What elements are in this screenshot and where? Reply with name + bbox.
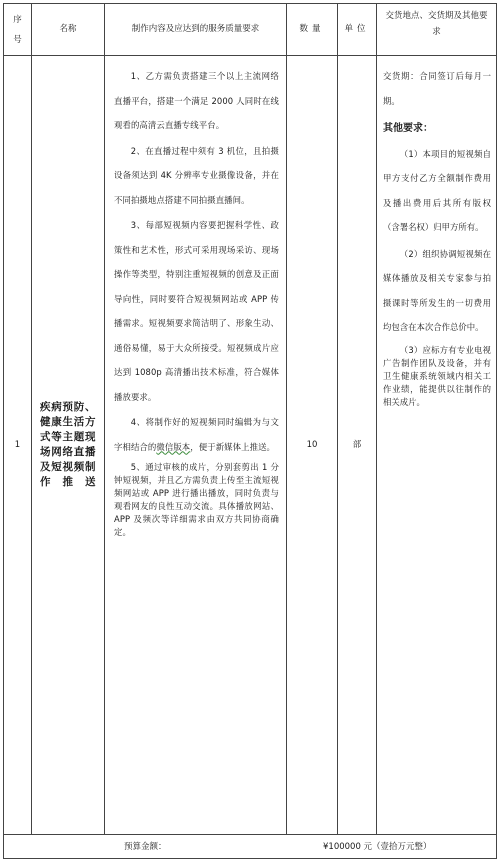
budget-value: ¥100000 元（壹拾万元整） [323,841,432,852]
header-quantity: 数量 [299,24,325,34]
header-content: 制作内容及应达到的服务质量要求 [131,24,260,34]
content-item-1: 1、乙方需负责搭建三个以上主流网络直播平台，搭建一个满足 2000 人同时在线观看的高清云直播专线平台。 [114,71,279,130]
delivery-period: 交货期：合同签订后每月一期。 [383,71,491,106]
row-quantity: 10 [306,439,318,450]
row-unit: 部 [352,439,362,450]
content-item-2: 2、在直播过程中须有 3 机位，且拍摄设备须达到 4K 分辨率专业摄像设备，并在不同拍摄地点搭建不同拍摄直播间。 [114,145,279,205]
requirement-2: （2）组织协调短视频在媒体播放及相关专家参与拍摄课时等所发生的一切费用均包含在本次合作总价中。 [383,248,491,332]
row-seq: 1 [14,439,21,450]
header-unit: 单位 [344,24,370,34]
content-item-5: 5、通过审核的成片，分别套剪出 1 分钟短视频，并且乙方需负责上传至主流短视频网站或 APP 进行播出播放，同时负责与观看网友的良性互动交流。具体播放网站、APP 及频次等详细需求由双方共同协商确定。 [114,462,279,537]
requirement-1: （1）本项目的短视频自甲方支付乙方全额制作费用及播出费用后其所有版权（含署名权）归甲方所有。 [383,148,491,232]
row-name: 疾病预防、健康生活方式等主题现场网络直播及短视频制作推送 [40,401,96,488]
requirement-3: （3）应标方有专业电视广告制作团队及设备，并有卫生健康系统领域内相关工作业绩，能提供以往制作的相关成片。 [383,344,491,407]
header-name: 名称 [59,24,77,34]
other-requirements-title: 其他要求： [383,123,433,134]
content-item-3: 3、每部短视频内容要把握科学性、政策性和艺术性，形式可采用现场采访、现场操作等类型，特别注重短视频的创意及正面导向性，同时要符合短视频网站或 APP 传播需求。短视频要求简洁明了、形象生动、通俗易懂，易于大众所接受。短视频成片应达到 1080p 高清播出技术标准，符合媒体播放要求。 [114,220,279,402]
budget-label: 预算金额： [124,841,167,852]
row-content [105,64,286,539]
content-item-4: 4、将制作好的短视频同时编辑为与文字相结合的微信版本，便于新媒体上推送。 [114,417,279,452]
procurement-table [3,3,497,859]
row-delivery [377,64,496,409]
header-seq: 序号 [13,14,22,45]
header-delivery: 交货地点、交货期及其他要求 [385,11,488,37]
row-name-cell [32,56,104,834]
wechat-version-text: 微信版本 [156,441,191,452]
